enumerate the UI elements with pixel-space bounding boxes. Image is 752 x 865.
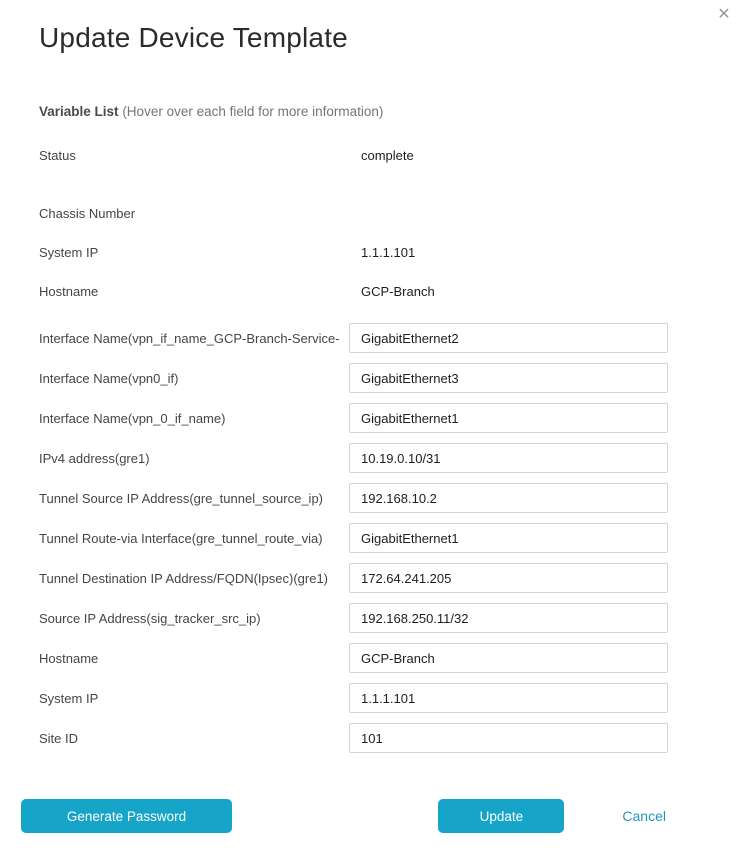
footer-action-group <box>438 799 668 833</box>
field-value: 1.1.1.101 <box>361 245 416 260</box>
input-row-tunnel-route-via <box>39 523 752 553</box>
input-row-interface-name-vpn-0-if-name <box>39 403 752 433</box>
field-label: Hostname <box>39 284 99 299</box>
tunnel-source-ip-input[interactable] <box>349 483 668 513</box>
input-row-tunnel-source-ip <box>39 483 752 513</box>
field-label: System IP <box>39 245 99 260</box>
field-label: IPv4 address(gre1) <box>39 450 150 466</box>
static-row-status <box>39 148 668 163</box>
source-ip-tracker-input[interactable] <box>349 603 668 633</box>
input-row-interface-name-service <box>39 323 752 353</box>
interface-name-service-input[interactable] <box>349 323 668 353</box>
static-row-hostname <box>39 284 668 299</box>
input-row-system-ip <box>39 683 752 713</box>
site-id-input[interactable] <box>349 723 668 753</box>
input-row-source-ip-tracker <box>39 603 752 633</box>
static-row-chassis-number <box>39 206 668 221</box>
variable-list-heading <box>39 104 752 119</box>
field-label: Tunnel Source IP Address(gre_tunnel_source_ip) <box>39 490 324 506</box>
close-icon: ✕ <box>717 6 731 23</box>
field-label: Tunnel Route-via Interface(gre_tunnel_route_via) <box>39 530 323 546</box>
field-label: Source IP Address(sig_tracker_src_ip) <box>39 610 261 626</box>
variable-list-label: Variable List <box>39 104 119 119</box>
field-label: Interface Name(vpn0_if) <box>39 370 179 386</box>
variable-list-note: (Hover over each field for more information) <box>122 104 384 119</box>
field-label: Interface Name(vpn_if_name_GCP-Branch-Service- <box>39 330 340 346</box>
field-value: complete <box>361 148 414 163</box>
interface-name-vpn-0-if-name-input[interactable] <box>349 403 668 433</box>
field-label: Chassis Number <box>39 206 136 221</box>
static-field-list <box>39 148 668 299</box>
field-value: GCP-Branch <box>361 284 435 299</box>
field-label: Tunnel Destination IP Address/FQDN(Ipsec)(gre1) <box>39 570 329 586</box>
cancel-link[interactable]: Cancel <box>622 808 666 824</box>
input-row-site-id <box>39 723 752 753</box>
input-row-ipv4-address-gre1 <box>39 443 752 473</box>
field-label: System IP <box>39 690 99 706</box>
input-row-tunnel-destination-ip <box>39 563 752 593</box>
update-button[interactable]: Update <box>438 799 564 833</box>
tunnel-destination-ip-input[interactable] <box>349 563 668 593</box>
field-label: Hostname <box>39 650 99 666</box>
modal-footer <box>21 799 668 833</box>
input-row-hostname <box>39 643 752 673</box>
generate-password-button[interactable]: Generate Password <box>21 799 232 833</box>
hostname-input[interactable] <box>349 643 668 673</box>
close-button[interactable] <box>713 4 735 26</box>
input-field-list <box>39 323 752 753</box>
field-label: Site ID <box>39 730 79 746</box>
system-ip-input[interactable] <box>349 683 668 713</box>
field-label: Status <box>39 148 76 163</box>
interface-name-vpn0-if-input[interactable] <box>349 363 668 393</box>
ipv4-address-gre1-input[interactable] <box>349 443 668 473</box>
page-title: Update Device Template <box>39 22 348 53</box>
static-row-system-ip <box>39 245 668 260</box>
input-row-interface-name-vpn0-if <box>39 363 752 393</box>
tunnel-route-via-input[interactable] <box>349 523 668 553</box>
field-label: Interface Name(vpn_0_if_name) <box>39 410 226 426</box>
